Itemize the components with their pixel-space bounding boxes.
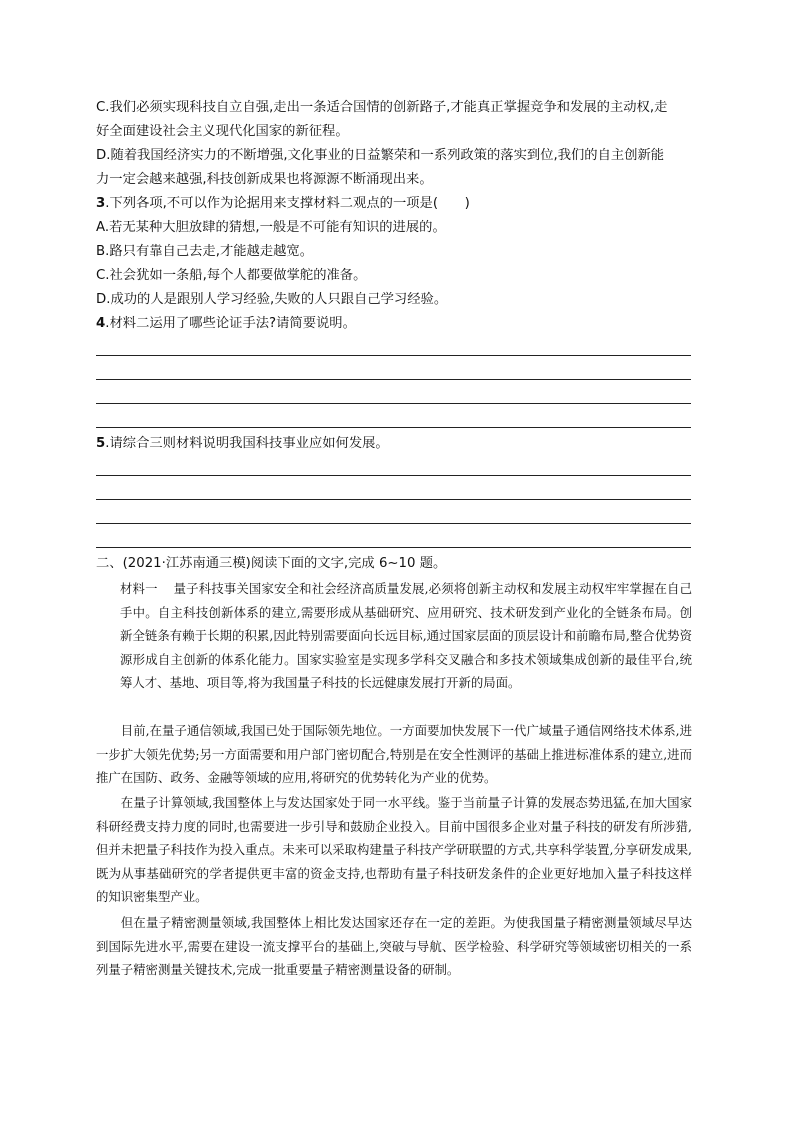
q4-answer-line[interactable] <box>96 403 691 404</box>
q4-stem-text: .材料二运用了哪些论证手法?请简要说明。 <box>105 316 356 331</box>
paragraph-quantum-computing: 在量子计算领域,我国整体上与发达国家处于同一水平线。鉴于当前量子计算的发展态势迅猛,在加大国家科研经费支持力度的同时,也需要进一步引导和鼓励企业投入。目前中国很多企业对量子科技的研发有所涉猎,但并未把量子科技作为投入重点。未来可以采取构建量子科技产学研联盟的方式,共享科学装置,分享研发成果,既为从事基础研究的学者提供更丰富的资金支持,也帮助有量子科技研发条件的企业更好地加入量子科技这样的知识密集型产业。 <box>96 795 692 905</box>
material-1-text: 量子科技事关国家安全和社会经济高质量发展,必须将创新主动权和发展主动权牢牢掌握在自己手中。自主科技创新体系的建立,需要形成从基础研究、应用研究、技术研发到产业化的全链条布局。创新全链条有赖于长期的积累,因此特别需要面向长远目标,通过国家层面的顶层设计和前瞻布局,整合优势资源形成自主创新的体系化能力。国家实验室是实现多学科交叉融合和多技术领域集成创新的最佳平台,统筹人才、基地、项目等,将为我国量子科技的长远健康发展打开新的局面。 <box>120 581 692 691</box>
q3-stem <box>96 194 470 214</box>
q3-number: 3 <box>96 196 106 211</box>
q5-number: 5 <box>96 436 106 451</box>
q5-answer-line[interactable] <box>96 547 691 548</box>
q5-answer-line[interactable] <box>96 499 691 500</box>
q5-stem-text: .请综合三则材料说明我国科技事业应如何发展。 <box>105 436 389 451</box>
q4-number: 4 <box>96 316 106 331</box>
q3-stem-text: .下列各项,不可以作为论据用来支撑材料二观点的一项是( ) <box>105 196 470 211</box>
material-1-label: 材料一 <box>120 581 158 596</box>
q2-option-c-line1: C.我们必须实现科技自立自强,走出一条适合国情的创新路子,才能真正掌握竞争和发展的主动权,走 <box>96 100 668 115</box>
q5-stem <box>96 434 389 454</box>
section-2-heading: 二、(2021·江苏南通三模)阅读下面的文字,完成 6~10 题。 <box>96 556 447 571</box>
q2-option-c-line2: 好全面建设社会主义现代化国家的新征程。 <box>96 124 349 139</box>
q4-answer-line[interactable] <box>96 379 691 380</box>
q4-answer-line[interactable] <box>96 427 691 428</box>
q3-option-c: C.社会犹如一条船,每个人都要做掌舵的准备。 <box>96 268 367 283</box>
q2-option-d-line1: D.随着我国经济实力的不断增强,文化事业的日益繁荣和一系列政策的落实到位,我们的自主创新能 <box>96 148 665 163</box>
q3-option-a: A.若无某种大胆放肆的猜想,一般是不可能有知识的进展的。 <box>96 220 446 235</box>
material-1-paragraph <box>96 577 692 695</box>
q2-option-d-line2: 力一定会越来越强,科技创新成果也将源源不断涌现出来。 <box>96 172 433 187</box>
q4-answer-line[interactable] <box>96 355 691 356</box>
q4-stem <box>96 314 356 334</box>
paragraph-quantum-communication: 目前,在量子通信领域,我国已处于国际领先地位。一方面要加快发展下一代广域量子通信网络技术体系,进一步扩大领先优势;另一方面需要和用户部门密切配合,特别是在安全性测评的基础上推进标准体系的建立,进而推广在国防、政务、金融等领域的应用,将研究的优势转化为产业的优势。 <box>96 723 692 786</box>
paragraph-quantum-measurement: 但在量子精密测量领域,我国整体上相比发达国家还存在一定的差距。为使我国量子精密测量领域尽早达到国际先进水平,需要在建设一流支撑平台的基础上,突破与导航、医学检验、科学研究等领域密切相关的一系列量子精密测量关键技术,完成一批重要量子精密测量设备的研制。 <box>96 915 692 978</box>
q5-answer-line[interactable] <box>96 523 691 524</box>
q3-option-b: B.路只有靠自己去走,才能越走越宽。 <box>96 244 314 259</box>
q3-option-d: D.成功的人是跟别人学习经验,失败的人只跟自己学习经验。 <box>96 292 448 307</box>
q5-answer-line[interactable] <box>96 475 691 476</box>
